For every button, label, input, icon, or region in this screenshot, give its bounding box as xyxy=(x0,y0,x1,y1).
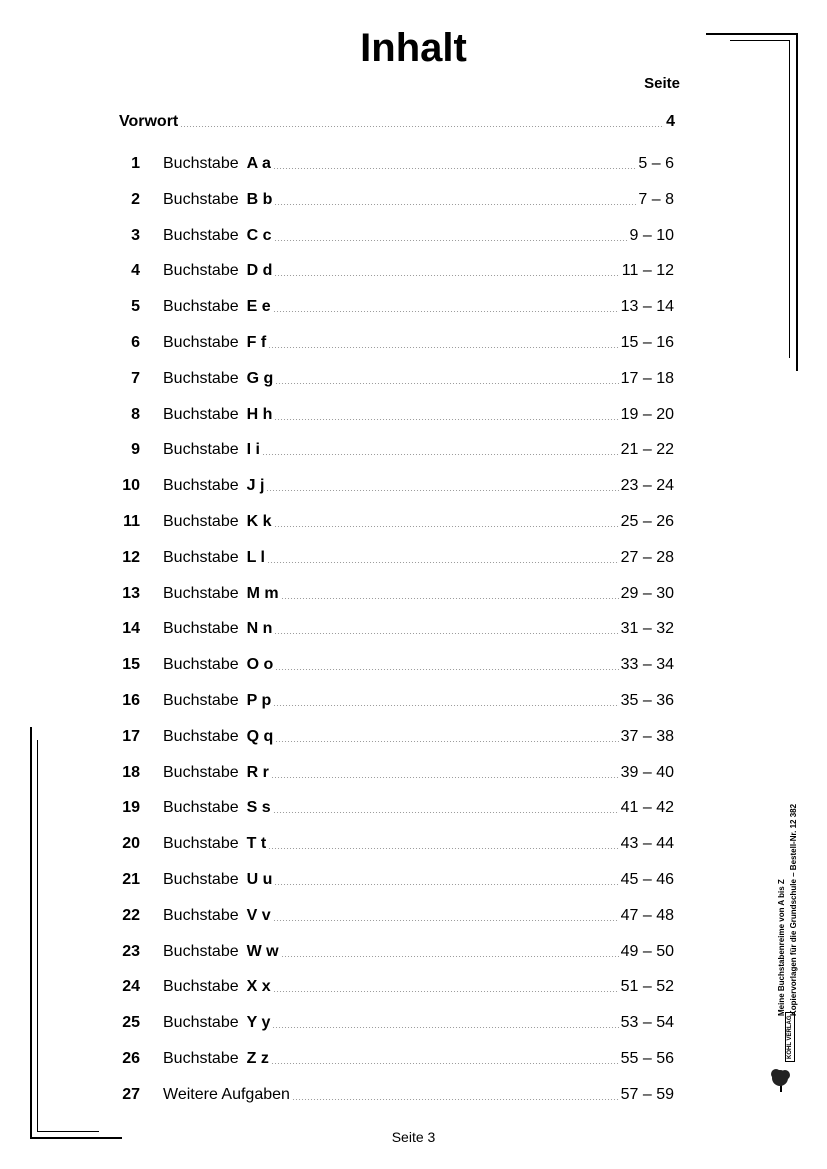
leader-dots xyxy=(262,454,619,455)
toc-entry-pages: 21 – 22 xyxy=(620,441,674,459)
frame-line xyxy=(789,40,790,358)
toc-entry xyxy=(120,1011,674,1035)
toc-entry-number: 12 xyxy=(122,548,140,566)
toc-entry-number: 11 xyxy=(123,513,140,530)
toc-entry-pages: 39 – 40 xyxy=(620,763,674,781)
toc-entry xyxy=(120,224,674,248)
toc-entry-pages: 7 – 8 xyxy=(638,190,674,208)
toc-entry xyxy=(120,152,674,176)
toc-entry-label: Buchstabe xyxy=(163,620,239,638)
toc-entry-label: Buchstabe xyxy=(163,548,239,566)
frame-line xyxy=(730,40,790,41)
toc-entry-letters: Z z xyxy=(246,1050,269,1067)
leader-dots xyxy=(268,347,618,348)
toc-entry-pages: 27 – 28 xyxy=(620,548,674,566)
toc-entry-letters: W w xyxy=(246,942,279,960)
toc-entry-label: Weitere Aufgaben xyxy=(163,1085,290,1103)
toc-entry-label: Buchstabe xyxy=(163,1050,239,1067)
toc-entry-pages: 37 – 38 xyxy=(620,727,674,745)
toc-entry xyxy=(120,259,674,283)
toc-entry-label: Buchstabe xyxy=(163,692,239,709)
page-number: Seite 3 xyxy=(391,1129,436,1145)
toc-entry-letters: S s xyxy=(246,799,271,817)
leader-dots xyxy=(266,490,618,491)
toc-entry-letters: D d xyxy=(246,262,273,280)
toc-entry-number: 6 xyxy=(131,334,140,351)
toc-entry-number: 17 xyxy=(122,727,140,745)
leader-dots xyxy=(281,598,619,599)
toc-entry xyxy=(120,295,674,319)
toc-entry-number: 27 xyxy=(122,1085,140,1103)
book-info xyxy=(760,766,805,1016)
toc-entry-number: 26 xyxy=(122,1050,140,1067)
toc-entry-letters: G g xyxy=(246,369,274,387)
toc-entry-label: Buchstabe xyxy=(163,978,239,996)
toc-entry-label: Buchstabe xyxy=(163,369,239,387)
toc-entry-letters: E e xyxy=(246,298,271,316)
toc-entry xyxy=(120,1083,674,1107)
leader-dots xyxy=(275,669,618,670)
toc-entry-number: 22 xyxy=(122,906,140,924)
leader-dots xyxy=(180,126,664,127)
toc-entry-label: Buchstabe xyxy=(163,441,239,459)
toc-entry-letters: L l xyxy=(246,548,265,566)
toc-entry-number: 13 xyxy=(122,584,140,602)
toc-entry-label: Buchstabe xyxy=(163,226,239,244)
toc-entry-pages: 13 – 14 xyxy=(620,298,674,316)
toc-entry-pages: 9 – 10 xyxy=(629,226,674,244)
page-title: Inhalt xyxy=(360,26,467,70)
leader-dots xyxy=(274,419,618,420)
toc-entry-letters: F f xyxy=(246,334,267,351)
leader-dots xyxy=(273,705,618,706)
toc-entry xyxy=(120,832,674,856)
toc-entry-letters: M m xyxy=(246,584,279,602)
toc-entry-label: Buchstabe xyxy=(163,1014,239,1032)
toc-entry-number: 20 xyxy=(122,835,140,853)
toc-entry-pages: 15 – 16 xyxy=(620,334,674,351)
toc-entry-label: Buchstabe xyxy=(163,334,239,351)
frame-line xyxy=(37,740,38,1132)
toc-entry-number: 8 xyxy=(131,405,140,423)
toc-entry-letters: O o xyxy=(246,656,274,674)
leader-dots xyxy=(273,920,619,921)
toc-entry-pages: 41 – 42 xyxy=(620,799,674,817)
leader-dots xyxy=(271,777,619,778)
toc-entry-pages: 23 – 24 xyxy=(620,477,674,495)
toc-entry-pages: 33 – 34 xyxy=(620,656,674,674)
page-column-header: Seite xyxy=(644,75,680,92)
toc-entry-label: Buchstabe xyxy=(163,942,239,960)
toc-entry-pages: 4 xyxy=(666,113,675,130)
toc-entry-number: 10 xyxy=(122,477,140,495)
toc-entry-label: Buchstabe xyxy=(163,871,239,888)
toc-entry xyxy=(120,904,674,928)
toc-entry-number: 18 xyxy=(122,763,140,781)
leader-dots xyxy=(271,1063,619,1064)
toc-entry-pages: 5 – 6 xyxy=(638,155,674,172)
toc-entry xyxy=(120,188,674,212)
leader-dots xyxy=(275,383,618,384)
toc-entry-number: 2 xyxy=(131,190,140,208)
leader-dots xyxy=(274,275,619,276)
toc-entry xyxy=(120,474,674,498)
toc-entry xyxy=(120,653,674,677)
toc-entry-number: 16 xyxy=(122,692,140,709)
leader-dots xyxy=(274,633,618,634)
leader-dots xyxy=(292,1099,619,1100)
toc-entry-letters: T t xyxy=(246,835,267,853)
toc-entry xyxy=(120,403,674,427)
toc-entry-number: 5 xyxy=(131,298,140,316)
toc-entry-number: 24 xyxy=(122,978,140,996)
toc-entry-number: 4 xyxy=(131,262,140,280)
toc-entry-label: Buchstabe xyxy=(163,727,239,745)
toc-entry-pages: 11 – 12 xyxy=(621,262,674,280)
book-title-text: Meine Buchstabenreime von A bis Z xyxy=(777,879,786,1016)
toc-entry-letters: A a xyxy=(246,155,271,172)
toc-entry-number: 15 xyxy=(122,656,140,674)
toc-entry-letters: Y y xyxy=(246,1014,271,1032)
toc-entry-pages: 55 – 56 xyxy=(620,1050,674,1067)
leader-dots xyxy=(273,311,619,312)
leader-dots xyxy=(273,168,636,169)
toc-entry-letters: V v xyxy=(246,906,271,924)
toc-entry-vorwort xyxy=(119,110,675,134)
toc-entry-label: Buchstabe xyxy=(163,763,239,781)
toc-entry xyxy=(120,940,674,964)
toc-entry xyxy=(120,617,674,641)
toc-entry-pages: 35 – 36 xyxy=(620,692,674,709)
leader-dots xyxy=(273,991,619,992)
toc-entry-letters: X x xyxy=(246,978,271,996)
toc-entry-label: Vorwort xyxy=(119,113,179,130)
toc-entry-pages: 51 – 52 xyxy=(620,978,674,996)
toc-entry-label: Buchstabe xyxy=(163,906,239,924)
toc-entry xyxy=(120,510,674,534)
toc-entry-pages: 47 – 48 xyxy=(620,906,674,924)
book-subtitle-text: Kopiervorlagen für die Grundschule – Bestell-Nr. 12 382 xyxy=(789,803,798,1016)
toc-entry-number: 14 xyxy=(122,620,140,638)
toc-entry-letters: N n xyxy=(246,620,273,638)
toc-entry xyxy=(120,1047,674,1071)
leader-dots xyxy=(281,956,619,957)
leader-dots xyxy=(272,1027,618,1028)
toc-entry-pages: 19 – 20 xyxy=(620,405,674,423)
leader-dots xyxy=(274,884,618,885)
toc-entry xyxy=(120,689,674,713)
toc-entry-label: Buchstabe xyxy=(163,656,239,674)
leader-dots xyxy=(268,848,618,849)
toc-entry xyxy=(120,796,674,820)
toc-entry-pages: 43 – 44 xyxy=(620,835,674,853)
toc-entry-number: 1 xyxy=(131,155,140,172)
toc-entry-letters: U u xyxy=(246,871,273,888)
toc-entry xyxy=(120,868,674,892)
toc-entry-label: Buchstabe xyxy=(163,584,239,602)
toc-entry-label: Buchstabe xyxy=(163,799,239,817)
toc-entry-letters: H h xyxy=(246,405,273,423)
toc-entry-number: 9 xyxy=(131,441,140,459)
leader-dots xyxy=(273,812,619,813)
toc-entry-number: 7 xyxy=(131,369,140,387)
toc-entry-number: 23 xyxy=(122,942,140,960)
frame-line xyxy=(796,33,798,371)
toc-entry-letters: R r xyxy=(246,763,269,781)
toc-entry xyxy=(120,725,674,749)
toc-entry-pages: 57 – 59 xyxy=(620,1085,674,1103)
toc-entry xyxy=(120,582,674,606)
toc-entry xyxy=(120,546,674,570)
toc-entry-letters: I i xyxy=(246,441,260,459)
toc-entry xyxy=(120,761,674,785)
frame-line xyxy=(30,727,32,1139)
toc-entry-label: Buchstabe xyxy=(163,298,239,316)
toc-entry-label: Buchstabe xyxy=(163,155,239,172)
publisher-logo-text: KOHL VERLAG xyxy=(785,1012,795,1062)
toc-entry-letters: P p xyxy=(246,692,272,709)
toc-entry-letters: K k xyxy=(246,513,272,530)
toc-entry-number: 19 xyxy=(122,799,140,817)
toc-entry-number: 25 xyxy=(122,1014,140,1032)
toc-entry-letters: C c xyxy=(246,226,272,244)
leader-dots xyxy=(275,741,618,742)
toc-entry-letters: B b xyxy=(246,190,273,208)
toc-entry-pages: 29 – 30 xyxy=(620,584,674,602)
toc-entry-letters: Q q xyxy=(246,727,274,745)
toc-entry-pages: 45 – 46 xyxy=(620,871,674,888)
toc-entry-number: 21 xyxy=(122,871,140,888)
toc-entry-pages: 53 – 54 xyxy=(620,1014,674,1032)
toc-entry xyxy=(120,438,674,462)
leader-dots xyxy=(274,526,619,527)
toc-entry-label: Buchstabe xyxy=(163,835,239,853)
toc-entry xyxy=(120,367,674,391)
leader-dots xyxy=(267,562,619,563)
toc-entry-number: 3 xyxy=(131,226,140,244)
frame-line xyxy=(706,33,798,35)
toc-entry-pages: 49 – 50 xyxy=(620,942,674,960)
toc-entry-pages: 25 – 26 xyxy=(620,513,674,530)
toc-entry-label: Buchstabe xyxy=(163,190,239,208)
toc-entry xyxy=(120,975,674,999)
leader-dots xyxy=(274,240,628,241)
toc-entry-pages: 31 – 32 xyxy=(620,620,674,638)
toc-entry-label: Buchstabe xyxy=(163,477,239,495)
toc-entry-label: Buchstabe xyxy=(163,513,239,530)
toc-entry-pages: 17 – 18 xyxy=(620,369,674,387)
toc-entry-letters: J j xyxy=(246,477,265,495)
leader-dots xyxy=(274,204,636,205)
toc-entry-label: Buchstabe xyxy=(163,262,239,280)
toc-entry-label: Buchstabe xyxy=(163,405,239,423)
toc-entry xyxy=(120,331,674,355)
